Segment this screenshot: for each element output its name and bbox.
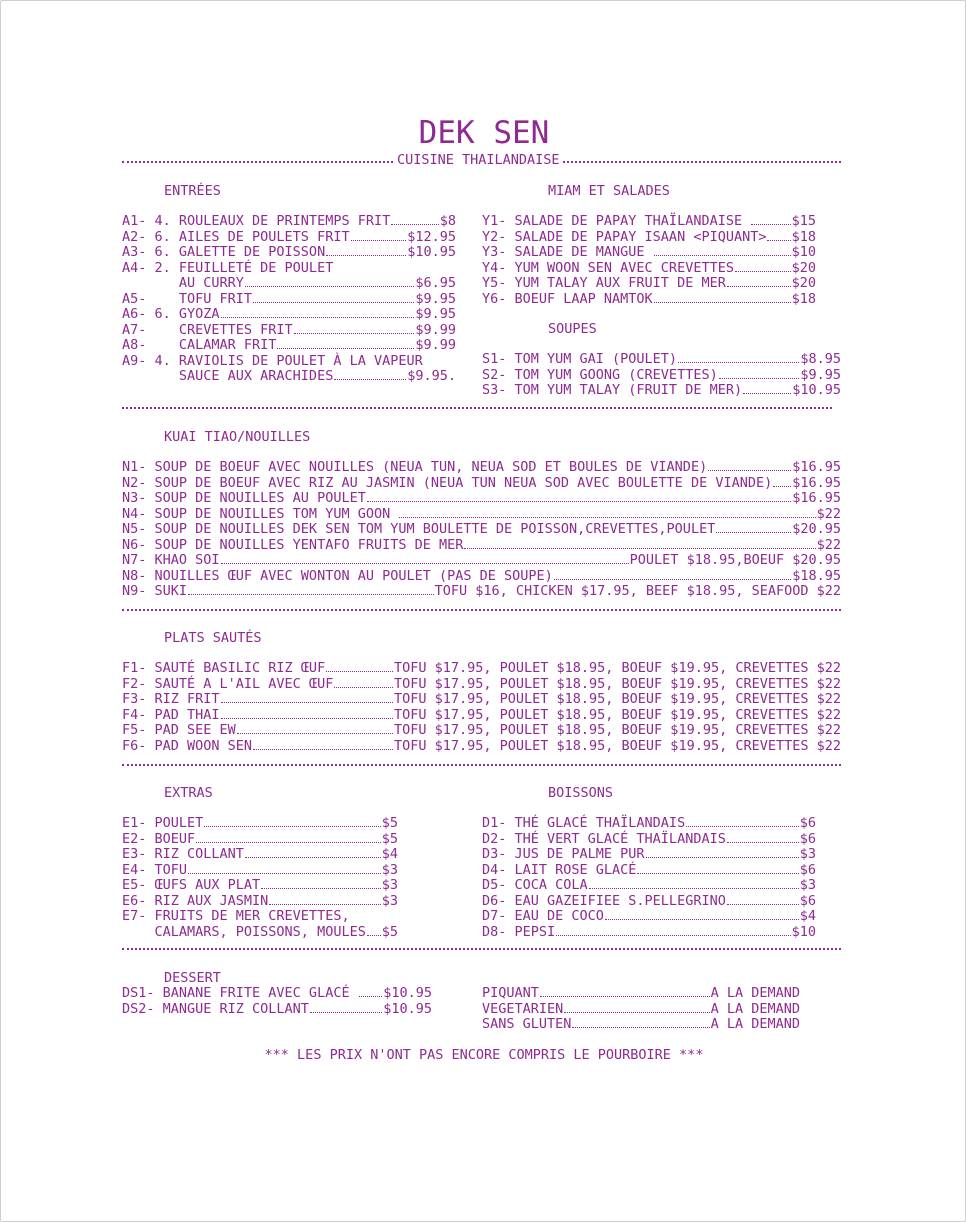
divider — [122, 407, 832, 409]
menu-item — [122, 1002, 432, 1018]
dot-leader — [204, 826, 380, 827]
menu-item — [122, 261, 456, 277]
menu-item-price: $5 — [381, 923, 398, 940]
dot-leader — [310, 1012, 382, 1013]
dot-leader — [196, 842, 381, 843]
menu-item-price: $6 — [799, 815, 816, 831]
menu-item-price: $3 — [381, 892, 398, 909]
menu-item-label: Y4- YUM WOON SEN AVEC CREVETTES — [482, 259, 734, 276]
menu-item — [122, 677, 841, 693]
list-plats-sautes — [122, 661, 841, 754]
menu-item — [482, 292, 816, 308]
menu-item-price: $9.95 — [415, 290, 456, 307]
menu-item-price: $9.99 — [415, 321, 456, 338]
menu-item-price: $10.95 — [792, 382, 841, 398]
menu-item — [122, 894, 398, 910]
list-nouilles — [122, 460, 841, 600]
dot-leader — [326, 255, 406, 256]
section-title-nouilles: KUAI TIAO/NOUILLES — [164, 429, 311, 445]
menu-item — [122, 986, 432, 1002]
menu-item — [122, 692, 841, 708]
menu-item-price: TOFU $17.95, POULET $18.95, BOEUF $19.95, CREVETTES $22 — [393, 722, 841, 738]
menu-item-price: $20 — [791, 275, 816, 291]
menu-item — [122, 847, 398, 863]
menu-item-price: A LA DEMAND — [710, 1016, 800, 1032]
menu-item-label: D1- THÉ GLACÉ THAÏLANDAIS — [482, 815, 686, 831]
menu-item-price: $20.95 — [792, 521, 841, 537]
dot-leader — [605, 919, 799, 920]
menu-item — [122, 723, 841, 739]
dot-leader — [678, 362, 799, 363]
menu-item-label: DS1- BANANE FRITE AVEC GLACÉ — [122, 985, 358, 1001]
menu-item-price: TOFU $17.95, POULET $18.95, BOEUF $19.95, CREVETTES $22 — [393, 737, 841, 754]
menu-item — [482, 214, 816, 230]
menu-item-label: D7- EAU DE COCO — [482, 908, 604, 924]
menu-item-label: F6- PAD WOON SEN — [122, 737, 253, 754]
dot-leader — [245, 286, 414, 287]
menu-item-price: $18.95 — [792, 567, 841, 584]
menu-item — [122, 476, 841, 492]
dot-leader — [719, 378, 800, 379]
dot-leader — [367, 501, 791, 502]
section-title-extras: EXTRAS — [164, 785, 213, 801]
menu-item — [122, 878, 398, 894]
menu-item — [482, 986, 800, 1002]
menu-item-label: D3- JUS DE PALME PUR — [482, 846, 645, 862]
dot-leader — [253, 749, 393, 750]
menu-item-label: E2- BOEUF — [122, 830, 196, 847]
dot-leader — [686, 826, 799, 827]
menu-item-price: $18 — [791, 228, 816, 245]
menu-item-label: D4- LAIT ROSE GLACÉ — [482, 861, 637, 878]
menu-item — [482, 847, 816, 863]
menu-item-label: A3- 6. GALETTE DE POISSON — [122, 244, 326, 260]
menu-item-label: N9- SUKI — [122, 583, 188, 599]
menu-item-label: F3- RIZ FRIT — [122, 691, 220, 707]
menu-item-label: E1- POULET — [122, 815, 204, 831]
dot-leader — [464, 548, 815, 549]
menu-item-price: A LA DEMAND — [710, 1000, 800, 1017]
menu-item-price: TOFU $17.95, POULET $18.95, BOEUF $19.95, CREVETTES $22 — [393, 691, 841, 707]
menu-item-label: PIQUANT — [482, 985, 539, 1001]
menu-item-label: N3- SOUP DE NOUILLES AU POULET — [122, 490, 366, 506]
menu-item — [482, 383, 841, 399]
menu-item-price: $10 — [791, 244, 816, 260]
menu-item-label: SAUCE AUX ARACHIDES — [122, 368, 334, 384]
dot-leader — [654, 302, 791, 303]
menu-item — [122, 354, 456, 370]
menu-item — [482, 816, 816, 832]
menu-item-price: $16.95 — [792, 490, 841, 506]
menu-item-price: $9.95. — [407, 368, 456, 384]
menu-item-label: F4- PAD THAI — [122, 706, 220, 723]
menu-item-label: N5- SOUP DE NOUILLES DEK SEN TOM YUM BOULETTE DE POISSON,CREVETTES,POULET — [122, 521, 716, 537]
menu-item-price: $8.95 — [800, 351, 841, 367]
menu-item — [122, 230, 456, 246]
menu-item-label: N8- NOUILLES ŒUF AVEC WONTON AU POULET (PAS DE SOUPE) — [122, 567, 553, 584]
menu-item — [122, 338, 456, 354]
list-dessert — [122, 986, 432, 1017]
menu-item-label: CALAMARS, POISSONS, MOULES — [122, 923, 366, 940]
section-title-boissons: BOISSONS — [548, 785, 614, 801]
dot-leader — [367, 935, 381, 936]
dot-leader — [221, 718, 393, 719]
menu-item — [482, 230, 816, 246]
menu-item-label: Y5- YUM TALAY AUX FRUIT DE MER — [482, 275, 726, 291]
menu-item — [122, 553, 841, 569]
page-title: DEK SEN — [418, 115, 550, 151]
menu-item-price: $5 — [381, 815, 398, 831]
menu-item-label: AU CURRY — [122, 275, 244, 291]
menu-item — [482, 878, 816, 894]
menu-item-price: TOFU $17.95, POULET $18.95, BOEUF $19.95, CREVETTES $22 — [393, 706, 841, 723]
menu-item-label: S1- TOM YUM GAI (POULET) — [482, 351, 678, 367]
menu-item — [482, 925, 816, 941]
menu-item-price: $6.95 — [415, 275, 456, 291]
menu-item-price: $16.95 — [792, 474, 841, 491]
list-options — [482, 986, 800, 1033]
menu-item-price: $4 — [799, 908, 816, 924]
menu-item-label: D2- THÉ VERT GLACÉ THAÏLANDAIS — [482, 830, 726, 847]
dot-leader — [253, 302, 414, 303]
menu-item-label: E4- TOFU — [122, 861, 188, 878]
menu-item-price: $12.95 — [407, 228, 456, 245]
menu-item — [122, 816, 398, 832]
menu-item — [122, 538, 841, 554]
menu-item-label: SANS GLUTEN — [482, 1016, 572, 1032]
dot-leader — [727, 286, 791, 287]
footer-note: *** LES PRIX N'ONT PAS ENCORE COMPRIS LE POURBOIRE *** — [264, 1047, 704, 1063]
menu-item — [122, 863, 398, 879]
dot-leader — [326, 671, 393, 672]
menu-item — [122, 307, 456, 323]
dot-leader — [727, 842, 799, 843]
dot-leader — [654, 255, 791, 256]
menu-item-price: $6 — [799, 892, 816, 909]
menu-item — [122, 323, 456, 339]
dot-leader — [708, 470, 791, 471]
menu-item-label: F2- SAUTÉ A L'AIL AVEC ŒUF — [122, 675, 334, 692]
menu-item-price: TOFU $17.95, POULET $18.95, BOEUF $19.95, CREVETTES $22 — [393, 660, 841, 676]
dot-leader — [540, 996, 710, 997]
menu-item — [122, 569, 841, 585]
menu-item-price: $22 — [816, 505, 841, 522]
page-subtitle: CUISINE THAILANDAISE — [394, 152, 563, 168]
dot-leader — [727, 904, 799, 905]
menu-item-label: VEGETARIEN — [482, 1000, 564, 1017]
divider — [122, 609, 841, 611]
menu-item-label: A8- CALAMAR FRIT — [122, 337, 277, 353]
menu-item-label: A5- TOFU FRIT — [122, 290, 253, 307]
divider — [122, 764, 841, 766]
menu-item-label: Y6- BOEUF LAAP NAMTOK — [482, 290, 653, 307]
menu-item — [122, 276, 456, 292]
dot-leader — [277, 348, 414, 349]
menu-item — [122, 214, 456, 230]
menu-item — [122, 925, 398, 941]
menu-item-price: $10 — [791, 923, 816, 940]
menu-item — [482, 909, 816, 925]
section-title-plats-sautes: PLATS SAUTÉS — [164, 630, 262, 646]
menu-item-price: $9.99 — [415, 337, 456, 353]
menu-item — [122, 245, 456, 261]
menu-item-price: A LA DEMAND — [710, 985, 800, 1001]
menu-item-price: $22 — [816, 536, 841, 553]
menu-item-price: POULET $18.95,BOEUF $20.95 — [629, 552, 841, 568]
menu-item-price: $9.95 — [800, 366, 841, 383]
dot-leader — [261, 888, 381, 889]
dot-leader — [294, 333, 415, 334]
menu-item-label: D5- COCA COLA — [482, 877, 588, 893]
menu-item-label: Y1- SALADE DE PAPAY THAÏLANDAISE — [482, 213, 751, 229]
section-title-soupes: SOUPES — [548, 321, 597, 337]
dot-leader — [572, 1027, 709, 1028]
dot-leader — [554, 579, 791, 580]
menu-item-label: D6- EAU GAZEIFIEE S.PELLEGRINO — [482, 892, 726, 909]
menu-item — [482, 261, 816, 277]
section-title-dessert: DESSERT — [164, 970, 221, 986]
list-boissons — [482, 816, 816, 940]
menu-item — [482, 245, 816, 261]
list-entrees — [122, 214, 456, 385]
menu-item-label: A2- 6. AILES DE POULETS FRIT — [122, 228, 350, 245]
menu-item-price: $6 — [799, 830, 816, 847]
list-soupes — [482, 352, 841, 399]
menu-item-label: E3- RIZ COLLANT — [122, 846, 244, 862]
menu-item-label: F5- PAD SEE EW — [122, 722, 236, 738]
menu-item-label: N4- SOUP DE NOUILLES TOM YUM GOON — [122, 505, 399, 522]
dot-leader — [351, 240, 407, 241]
dot-leader — [245, 857, 381, 858]
dot-leader — [637, 873, 798, 874]
dot-leader — [743, 393, 791, 394]
menu-item — [122, 491, 841, 507]
dot-leader — [399, 517, 815, 518]
menu-item-label: A9- 4. RAVIOLIS DE POULET À LA VAPEUR — [122, 352, 423, 369]
dot-leader — [751, 224, 790, 225]
dot-leader — [589, 888, 799, 889]
menu-item-label: N7- KHAO SOI — [122, 552, 220, 568]
menu-item-label: Y2- SALADE DE PAPAY ISAAN <PIQUANT> — [482, 228, 767, 245]
menu-item — [482, 368, 841, 384]
dot-leader — [237, 733, 393, 734]
menu-item — [482, 352, 841, 368]
menu-item — [122, 708, 841, 724]
divider — [122, 948, 841, 950]
menu-item — [122, 369, 456, 385]
dot-leader — [188, 594, 434, 595]
menu-item-price: $15 — [791, 213, 816, 229]
dot-leader — [334, 379, 406, 380]
menu-item — [482, 863, 816, 879]
menu-item — [122, 292, 456, 308]
dot-leader — [221, 702, 393, 703]
menu-item — [122, 460, 841, 476]
menu-item-label: A7- CREVETTES FRIT — [122, 321, 293, 338]
menu-item-label: A4- 2. FEUILLETÉ DE POULET — [122, 259, 334, 276]
list-extras — [122, 816, 398, 940]
menu-item-label: E7- FRUITS DE MER CREVETTES, — [122, 908, 350, 924]
menu-item-price: $16.95 — [792, 459, 841, 475]
menu-item-label: E5- ŒUFS AUX PLAT — [122, 877, 261, 893]
menu-item — [482, 1017, 800, 1033]
dot-leader — [359, 996, 383, 997]
menu-item-label: D8- PEPSI — [482, 923, 556, 940]
menu-item-price: $5 — [381, 830, 398, 847]
menu-item — [122, 507, 841, 523]
menu-item-price: $18 — [791, 290, 816, 307]
dot-leader — [334, 687, 393, 688]
menu-item — [482, 276, 816, 292]
dot-leader — [646, 857, 799, 858]
dot-leader — [716, 532, 791, 533]
menu-item-label: N1- SOUP DE BOEUF AVEC NOUILLES (NEUA TUN, NEUA SOD ET BOULES DE VIANDE) — [122, 459, 708, 475]
menu-item-price: $3 — [799, 877, 816, 893]
menu-item-price: $3 — [381, 861, 398, 878]
dot-leader — [767, 240, 790, 241]
menu-item-price: $20 — [791, 259, 816, 276]
menu-item-price: $3 — [381, 877, 398, 893]
menu-item-price: $9.95 — [415, 306, 456, 322]
menu-item-price: $10.95 — [383, 985, 432, 1001]
section-title-entrees: ENTRÉES — [164, 183, 221, 199]
menu-item-label: S3- TOM YUM TALAY (FRUIT DE MER) — [482, 382, 743, 398]
menu-item — [122, 584, 841, 600]
list-miam-et-salades — [482, 214, 816, 307]
menu-item — [482, 1002, 800, 1018]
menu-item-price: $6 — [799, 861, 816, 878]
menu-item-price: $3 — [799, 846, 816, 862]
menu-item-label: E6- RIZ AUX JASMIN — [122, 892, 269, 909]
menu-item — [482, 894, 816, 910]
menu-item-label: DS2- MANGUE RIZ COLLANT — [122, 1000, 309, 1017]
menu-item-label: N2- SOUP DE BOEUF AVEC RIZ AU JASMIN (NEUA TUN NEUA SOD AVEC BOULETTE DE VIANDE) — [122, 474, 773, 491]
menu-item — [122, 832, 398, 848]
dot-leader — [221, 317, 415, 318]
menu-item-label: S2- TOM YUM GOONG (CREVETTES) — [482, 366, 718, 383]
menu-item — [482, 832, 816, 848]
menu-item-price: $10.95 — [383, 1000, 432, 1017]
menu-item-label: F1- SAUTÉ BASILIC RIZ ŒUF — [122, 660, 326, 676]
menu-item-label: Y3- SALADE DE MANGUE — [482, 244, 653, 260]
dot-leader — [556, 935, 790, 936]
dot-leader — [564, 1012, 709, 1013]
menu-item-price: $4 — [381, 846, 398, 862]
menu-item-price: $8 — [439, 213, 456, 229]
dot-leader — [269, 904, 380, 905]
section-title-miam-et-salades: MIAM ET SALADES — [548, 183, 670, 199]
menu-item — [122, 739, 841, 755]
menu-item-price: TOFU $16, CHICKEN $17.95, BEEF $18.95, SEAFOOD $22 — [434, 583, 841, 599]
menu-item-label: N6- SOUP DE NOUILLES YENTAFO FRUITS DE MER — [122, 536, 464, 553]
menu-item — [122, 522, 841, 538]
dot-leader — [391, 224, 439, 225]
dot-leader — [773, 486, 791, 487]
menu-item-label: A1- 4. ROULEAUX DE PRINTEMPS FRIT — [122, 213, 391, 229]
dot-leader — [188, 873, 381, 874]
dot-leader — [221, 563, 629, 564]
menu-item-price: TOFU $17.95, POULET $18.95, BOEUF $19.95, CREVETTES $22 — [393, 675, 841, 692]
menu-item — [122, 661, 841, 677]
menu-item — [122, 909, 398, 925]
dot-leader — [735, 271, 791, 272]
menu-item-label: A6- 6. GYOZA — [122, 306, 220, 322]
menu-item-price: $10.95 — [407, 244, 456, 260]
